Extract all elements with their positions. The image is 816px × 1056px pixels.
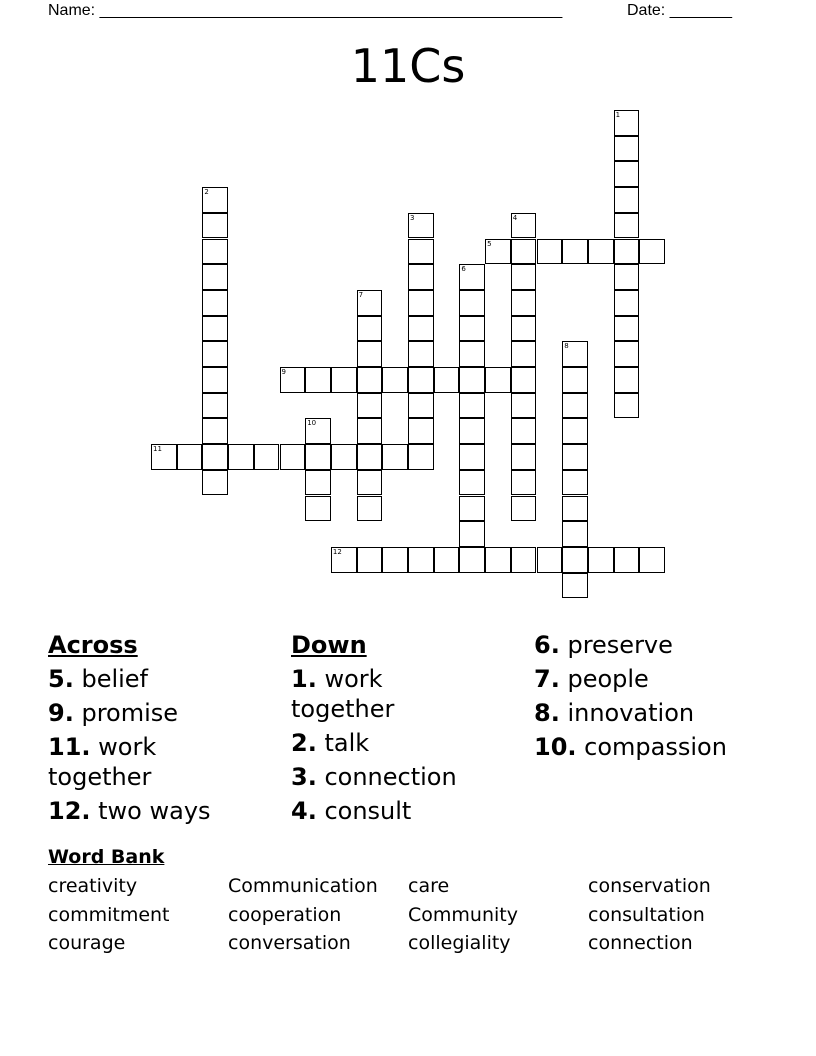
clue-num: 9. — [48, 699, 74, 727]
grid-cell[interactable] — [511, 547, 537, 573]
grid-cell[interactable] — [588, 547, 614, 573]
clue-text: innovation — [559, 699, 695, 727]
grid-cell[interactable] — [511, 496, 537, 522]
grid-cell[interactable] — [639, 239, 665, 265]
clue-text: work together — [48, 733, 157, 791]
word-bank-heading: Word Bank — [48, 846, 165, 868]
grid-cell[interactable] — [614, 367, 640, 393]
word-bank-column — [228, 872, 378, 958]
word-bank-item: commitment — [48, 903, 170, 926]
grid-cell[interactable] — [228, 444, 254, 470]
grid-cell[interactable] — [331, 547, 357, 573]
grid-cell[interactable] — [614, 290, 640, 316]
grid-cell[interactable] — [614, 341, 640, 367]
word-bank-column — [408, 872, 518, 958]
clue-num: 12. — [48, 797, 91, 825]
clue-text: preserve — [559, 631, 673, 659]
clue — [534, 664, 774, 694]
clue — [291, 664, 491, 724]
grid-cell[interactable] — [485, 239, 511, 265]
clue-number: 3 — [410, 213, 415, 222]
clue-number: 2 — [204, 188, 209, 197]
grid-cell[interactable] — [562, 367, 588, 393]
grid-cell[interactable] — [562, 470, 588, 496]
grid-cell[interactable] — [459, 316, 485, 342]
grid-cell[interactable] — [511, 470, 537, 496]
grid-cell[interactable] — [614, 110, 640, 136]
clue-num: 4. — [291, 797, 317, 825]
grid-cell[interactable] — [485, 367, 511, 393]
clue — [534, 630, 774, 660]
grid-cell[interactable] — [614, 136, 640, 162]
word-bank-item: Community — [408, 903, 518, 926]
clue-number: 7 — [358, 290, 364, 299]
grid-cell[interactable] — [459, 547, 485, 573]
grid-cell[interactable] — [357, 393, 383, 419]
grid-cell[interactable] — [614, 213, 640, 239]
grid-cell[interactable] — [305, 418, 331, 444]
grid-cell[interactable] — [511, 444, 537, 470]
grid-cell[interactable] — [202, 418, 228, 444]
clue-number: 1 — [615, 111, 621, 119]
clue-text: consult — [316, 797, 412, 825]
grid-cell[interactable] — [562, 341, 588, 367]
clue-text: people — [559, 665, 649, 693]
grid-cell[interactable] — [331, 367, 357, 393]
grid-cell[interactable] — [434, 367, 460, 393]
grid-cell[interactable] — [562, 418, 588, 444]
clue-text: belief — [73, 665, 149, 693]
grid-cell[interactable] — [357, 547, 383, 573]
grid-cell[interactable] — [408, 341, 434, 367]
clue-num: 7. — [534, 665, 560, 693]
grid-cell[interactable] — [511, 290, 537, 316]
clue — [534, 732, 774, 762]
grid-cell[interactable] — [202, 239, 228, 265]
name-field[interactable]: Name: ____________________________________________________ — [48, 2, 563, 19]
clue-num: 8. — [534, 699, 560, 727]
clue-number: 8 — [564, 342, 569, 351]
grid-cell[interactable] — [459, 341, 485, 367]
grid-cell[interactable] — [382, 444, 408, 470]
grid-cell[interactable] — [202, 213, 228, 239]
clue-text: two ways — [90, 797, 211, 825]
clue-number: 4 — [512, 213, 518, 222]
date-field[interactable]: Date: _______ — [627, 2, 732, 19]
clue-number: 5 — [487, 239, 492, 248]
clue — [534, 698, 774, 728]
grid-cell[interactable] — [202, 187, 228, 213]
grid-cell[interactable] — [511, 367, 537, 393]
grid-cell[interactable] — [639, 547, 665, 573]
grid-cell[interactable] — [562, 547, 588, 573]
grid-cell[interactable] — [408, 367, 434, 393]
clue-num: 10. — [534, 733, 577, 761]
grid-cell[interactable] — [562, 496, 588, 522]
grid-cell[interactable] — [614, 316, 640, 342]
grid-cell[interactable] — [280, 367, 306, 393]
grid-cell[interactable] — [408, 444, 434, 470]
clue-num: 5. — [48, 665, 74, 693]
grid-cell[interactable] — [202, 367, 228, 393]
grid-cell[interactable] — [459, 393, 485, 419]
grid-cell[interactable] — [305, 496, 331, 522]
page-title: 11Cs — [350, 39, 466, 93]
grid-cell[interactable] — [357, 290, 383, 316]
grid-cell[interactable] — [511, 341, 537, 367]
grid-cell[interactable] — [511, 316, 537, 342]
grid-cell[interactable] — [408, 213, 434, 239]
grid-cell[interactable] — [357, 444, 383, 470]
grid-cell[interactable] — [305, 367, 331, 393]
clue — [48, 664, 248, 694]
grid-cell[interactable] — [408, 239, 434, 265]
grid-cell[interactable] — [511, 418, 537, 444]
clue — [291, 796, 491, 826]
down-clues — [291, 630, 491, 830]
clue-num: 1. — [291, 665, 317, 693]
grid-cell[interactable] — [202, 290, 228, 316]
grid-cell[interactable] — [614, 161, 640, 187]
grid-cell[interactable] — [357, 418, 383, 444]
word-bank-item: cooperation — [228, 903, 342, 926]
clue — [48, 796, 248, 826]
grid-cell[interactable] — [459, 521, 485, 547]
grid-cell[interactable] — [254, 444, 280, 470]
grid-cell[interactable] — [202, 264, 228, 290]
grid-cell[interactable] — [151, 444, 177, 470]
grid-cell[interactable] — [202, 393, 228, 419]
grid-cell[interactable] — [202, 341, 228, 367]
clue-number: 10 — [307, 419, 317, 428]
grid-cell[interactable] — [357, 367, 383, 393]
grid-cell[interactable] — [280, 444, 306, 470]
grid-cell[interactable] — [511, 264, 537, 290]
grid-cell[interactable] — [511, 213, 537, 239]
word-bank-column — [588, 872, 711, 958]
grid-cell[interactable] — [562, 239, 588, 265]
grid-cell[interactable] — [459, 290, 485, 316]
grid-cell[interactable] — [408, 290, 434, 316]
grid-cell[interactable] — [357, 470, 383, 496]
grid-cell[interactable] — [614, 187, 640, 213]
grid-cell[interactable] — [202, 470, 228, 496]
grid-cell[interactable] — [537, 547, 563, 573]
clue-text: connection — [316, 763, 457, 791]
grid-cell[interactable] — [434, 547, 460, 573]
clue-number: 11 — [153, 445, 162, 454]
grid-cell[interactable] — [408, 316, 434, 342]
grid-cell[interactable] — [202, 316, 228, 342]
grid-cell[interactable] — [408, 418, 434, 444]
across-heading: Across — [48, 631, 138, 659]
clue-num: 6. — [534, 631, 560, 659]
clue-text: talk — [316, 729, 370, 757]
grid-cell[interactable] — [305, 470, 331, 496]
grid-cell[interactable] — [459, 496, 485, 522]
grid-cell[interactable] — [357, 496, 383, 522]
grid-cell[interactable] — [382, 367, 408, 393]
clue-number: 6 — [461, 265, 466, 274]
grid-cell[interactable] — [202, 444, 228, 470]
grid-cell[interactable] — [459, 470, 485, 496]
grid-cell[interactable] — [562, 521, 588, 547]
word-bank-item: connection — [588, 932, 693, 954]
clue-number: 12 — [332, 547, 342, 556]
grid-cell[interactable] — [614, 264, 640, 290]
clue-number: 9 — [281, 368, 286, 376]
clue-text: promise — [73, 699, 179, 727]
grid-cell[interactable] — [459, 444, 485, 470]
clue-num: 11. — [48, 733, 91, 761]
clue — [48, 732, 248, 792]
clue — [291, 762, 491, 792]
word-bank-column — [48, 872, 170, 958]
clue — [291, 728, 491, 758]
grid-cell[interactable] — [511, 239, 537, 265]
clue-text: compassion — [576, 733, 727, 761]
word-bank-item: conservation — [588, 875, 711, 897]
grid-cell[interactable] — [459, 367, 485, 393]
grid-cell[interactable] — [485, 547, 511, 573]
word-bank-item: consultation — [588, 903, 705, 926]
word-bank-item: care — [408, 875, 450, 897]
grid-cell[interactable] — [614, 547, 640, 573]
word-bank-item: courage — [48, 932, 126, 954]
grid-cell[interactable] — [562, 573, 588, 599]
down-heading: Down — [291, 631, 367, 659]
grid-cell[interactable] — [511, 393, 537, 419]
grid-cell[interactable] — [614, 239, 640, 265]
grid-cell[interactable] — [305, 444, 331, 470]
word-bank-item: creativity — [48, 875, 138, 897]
across-clues — [48, 630, 248, 830]
grid-cell[interactable] — [614, 393, 640, 419]
down-clues-continued — [534, 630, 774, 766]
word-bank-item: conversation — [228, 932, 351, 954]
clue-num: 2. — [291, 729, 317, 757]
clue — [48, 698, 248, 728]
grid-cell[interactable] — [408, 547, 434, 573]
grid-cell[interactable] — [408, 393, 434, 419]
grid-cell[interactable] — [459, 264, 485, 290]
clue-num: 3. — [291, 763, 317, 791]
grid-cell[interactable] — [331, 444, 357, 470]
grid-cell[interactable] — [537, 239, 563, 265]
grid-cell[interactable] — [382, 547, 408, 573]
grid-cell[interactable] — [562, 393, 588, 419]
grid-cell[interactable] — [357, 341, 383, 367]
grid-cell[interactable] — [357, 316, 383, 342]
grid-cell[interactable] — [588, 239, 614, 265]
grid-cell[interactable] — [177, 444, 203, 470]
grid-cell[interactable] — [562, 444, 588, 470]
grid-cell[interactable] — [459, 418, 485, 444]
word-bank-item: Communication — [228, 875, 378, 897]
word-bank-item: collegiality — [408, 932, 511, 954]
clue-text: work together — [291, 665, 395, 723]
grid-cell[interactable] — [408, 264, 434, 290]
